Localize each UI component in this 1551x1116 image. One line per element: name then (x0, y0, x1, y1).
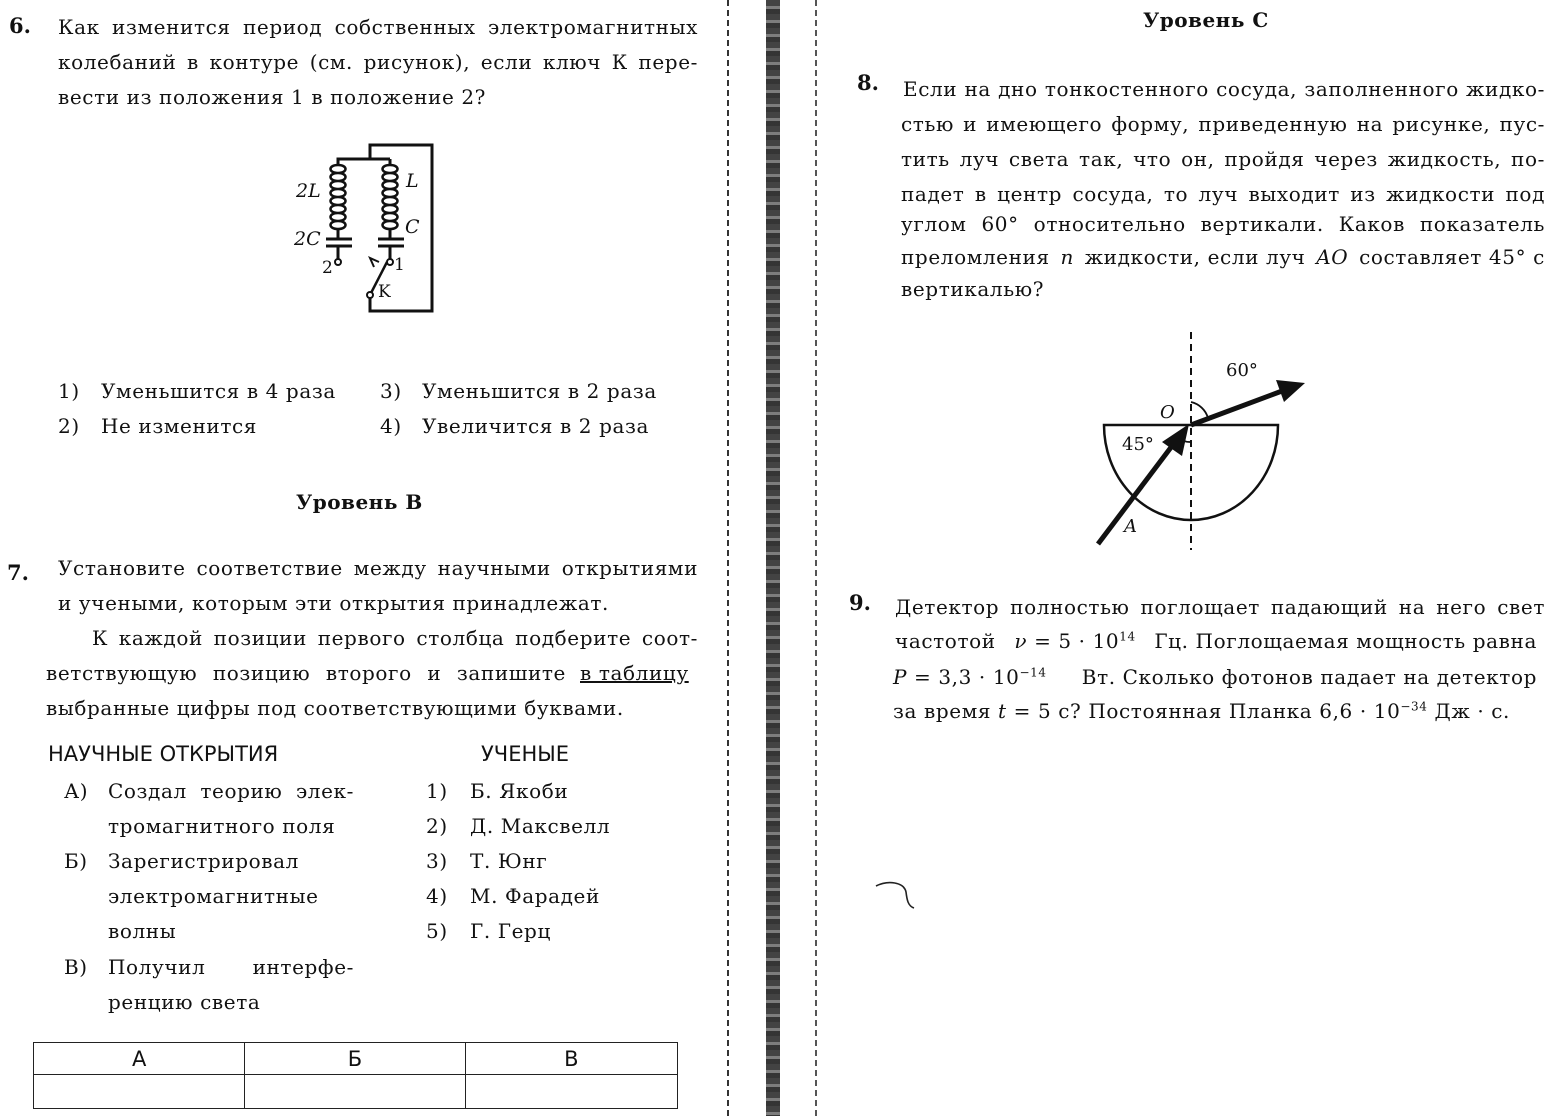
angle-45-label: 45° (1122, 434, 1154, 455)
scientist-3-number: 3) (426, 849, 448, 873)
refraction-diagram (1090, 330, 1320, 555)
scientist-2-name: Д. Максвелл (470, 814, 611, 838)
answer-cell-v[interactable] (465, 1075, 677, 1109)
inductor-2L-right (338, 165, 346, 229)
question-7-number: 7. (7, 560, 29, 585)
discovery-b-letter: Б) (64, 849, 88, 873)
discovery-b-line-3: волны (108, 919, 177, 943)
discovery-a-line-2: тромагнитного поля (108, 814, 336, 838)
question-8-line-6 (901, 240, 1545, 275)
refracted-ray (1191, 391, 1282, 425)
answer-table-header-v: В (465, 1043, 677, 1075)
label-1: 1 (394, 255, 405, 275)
inductor-L (383, 165, 391, 229)
angle-60-arc (1191, 402, 1208, 418)
question-6-line-1: Как изменится период собственных электромагнитных (58, 15, 698, 39)
question-6-line-2: колебаний в контуре (см. рисунок), если ключ К пере- (58, 50, 698, 74)
contact-2 (335, 259, 341, 265)
q9-l2-c: Гц. Поглощаемая мощность равна (1154, 629, 1537, 653)
answer-2-number: 2) (58, 414, 80, 438)
scientist-2-number: 2) (426, 814, 448, 838)
question-6-line-3: вести из положения 1 в положение 2? (58, 85, 486, 109)
question-7-underlined: в таблицу (580, 661, 689, 685)
discoveries-header: НАУЧНЫЕ ОТКРЫТИЯ (48, 742, 279, 766)
circuit-diagram (280, 135, 450, 325)
level-b-heading: Уровень В (296, 490, 423, 514)
question-9-line-1: Детектор полностью поглощает падающий на него свет (895, 595, 1545, 619)
answer-1-number: 1) (58, 379, 80, 403)
scientist-3-name: Т. Юнг (470, 849, 548, 873)
q9-l3-b: Вт. Сколько фотонов падает на детектор (1081, 665, 1537, 689)
scientist-5-number: 5) (426, 919, 448, 943)
question-8-line-4: падет в центр сосуда, то луч выходит из жидкости под (901, 182, 1545, 206)
answer-table-header-a: А (34, 1043, 245, 1075)
question-9-number: 9. (849, 590, 871, 615)
q9-l3-formula: $P = 3,3 \cdot 10^{-14}$ (893, 665, 1047, 689)
question-8-line-5: углом 60° относительно вертикали. Каков показатель (901, 212, 1545, 236)
answer-4-text: Увеличится в 2 раза (422, 414, 650, 438)
question-7-line-1: Установите соответствие между научными открытиями (58, 556, 698, 580)
scientist-1-name: Б. Якоби (470, 779, 569, 803)
question-7-line-5: выбранные цифры под соответствующими буквами. (46, 696, 624, 720)
answer-table-input-row (34, 1075, 678, 1109)
level-c-heading: Уровень С (1143, 8, 1269, 32)
discovery-b-line-2: электромагнитные (108, 884, 319, 908)
question-8-line-3: тить луч света так, что он, пройдя через жидкость, по- (901, 147, 1545, 171)
ray-ao-symbol: AO (1316, 245, 1349, 269)
answer-table-header-row (34, 1043, 678, 1075)
question-9-line-4: за время t = 5 с? Постоянная Планка $6,6 \cdot 10^{-34}$ Дж · с. (893, 699, 1510, 723)
fold-dashed-line (727, 0, 729, 1116)
label-2: 2 (322, 258, 333, 278)
scientist-4-number: 4) (426, 884, 448, 908)
question-9-line-3 (893, 660, 1537, 695)
label-L: L (406, 170, 419, 192)
inductor-2L (331, 165, 339, 229)
answer-table (33, 1042, 678, 1109)
point-o-label: O (1160, 402, 1175, 423)
question-8-line-1: Если на дно тонкостенного сосуда, заполненного жидко- (903, 77, 1545, 101)
answer-3-number: 3) (380, 379, 402, 403)
answer-cell-b[interactable] (245, 1075, 465, 1109)
question-8-line-6-a: преломления (901, 245, 1050, 269)
scientists-header: УЧЕНЫЕ (481, 742, 570, 766)
discovery-v-line-1: Получил интерфе- (108, 955, 354, 979)
label-2L: 2L (296, 180, 321, 202)
fold-dashed-line-right (815, 0, 817, 1116)
q9-l2-formula: $\nu = 5 \cdot 10^{14}$ (1014, 629, 1136, 653)
refraction-index-symbol: n (1060, 245, 1074, 269)
answer-table-header-b: Б (245, 1043, 465, 1075)
inductor-L-right (390, 165, 398, 229)
question-8-line-6-c: составляет 45° с (1359, 245, 1545, 269)
label-2C: 2C (294, 228, 321, 250)
answer-4-number: 4) (380, 414, 402, 438)
switch-arrow (370, 258, 379, 267)
q9-l2-a: частотой (895, 629, 996, 653)
contact-1 (387, 259, 393, 265)
switch-pivot (367, 292, 373, 298)
binding-shadow (766, 0, 780, 1116)
question-6-number: 6. (9, 13, 31, 38)
scientist-4-name: М. Фарадей (470, 884, 600, 908)
answer-3-text: Уменьшится в 2 раза (422, 379, 657, 403)
question-7-line-2: и учеными, которым эти открытия принадлежат. (58, 591, 610, 615)
question-8-line-7: вертикалью? (901, 277, 1045, 301)
question-7-line-4: ветствующую позицию второго и запишите (46, 661, 566, 685)
angle-60-label: 60° (1226, 360, 1258, 381)
question-9-line-2 (895, 624, 1537, 659)
pencil-mark (874, 880, 918, 912)
discovery-v-letter: В) (64, 955, 88, 979)
question-7-line-3: К каждой позиции первого столбца подберите соот- (92, 626, 698, 650)
discovery-v-line-2: ренцию света (108, 990, 261, 1014)
answer-2-text: Не изменится (101, 414, 258, 438)
discovery-a-letter: А) (64, 779, 89, 803)
question-8-line-6-b: жидкости, если луч (1084, 245, 1306, 269)
label-K: K (378, 282, 391, 302)
answer-1-text: Уменьшится в 4 раза (101, 379, 336, 403)
scientist-1-number: 1) (426, 779, 448, 803)
discovery-b-line-1: Зарегистрировал (108, 849, 299, 873)
question-8-number: 8. (857, 70, 879, 95)
scientist-5-name: Г. Герц (470, 919, 551, 943)
label-C: C (405, 216, 420, 238)
question-8-line-2: стью и имеющего форму, приведенную на рисунке, пус- (901, 112, 1545, 136)
answer-cell-a[interactable] (34, 1075, 245, 1109)
refracted-ray-arrowhead (1276, 380, 1305, 402)
discovery-a-line-1: Создал теорию элек- (108, 779, 354, 803)
point-a-label: A (1124, 516, 1137, 537)
